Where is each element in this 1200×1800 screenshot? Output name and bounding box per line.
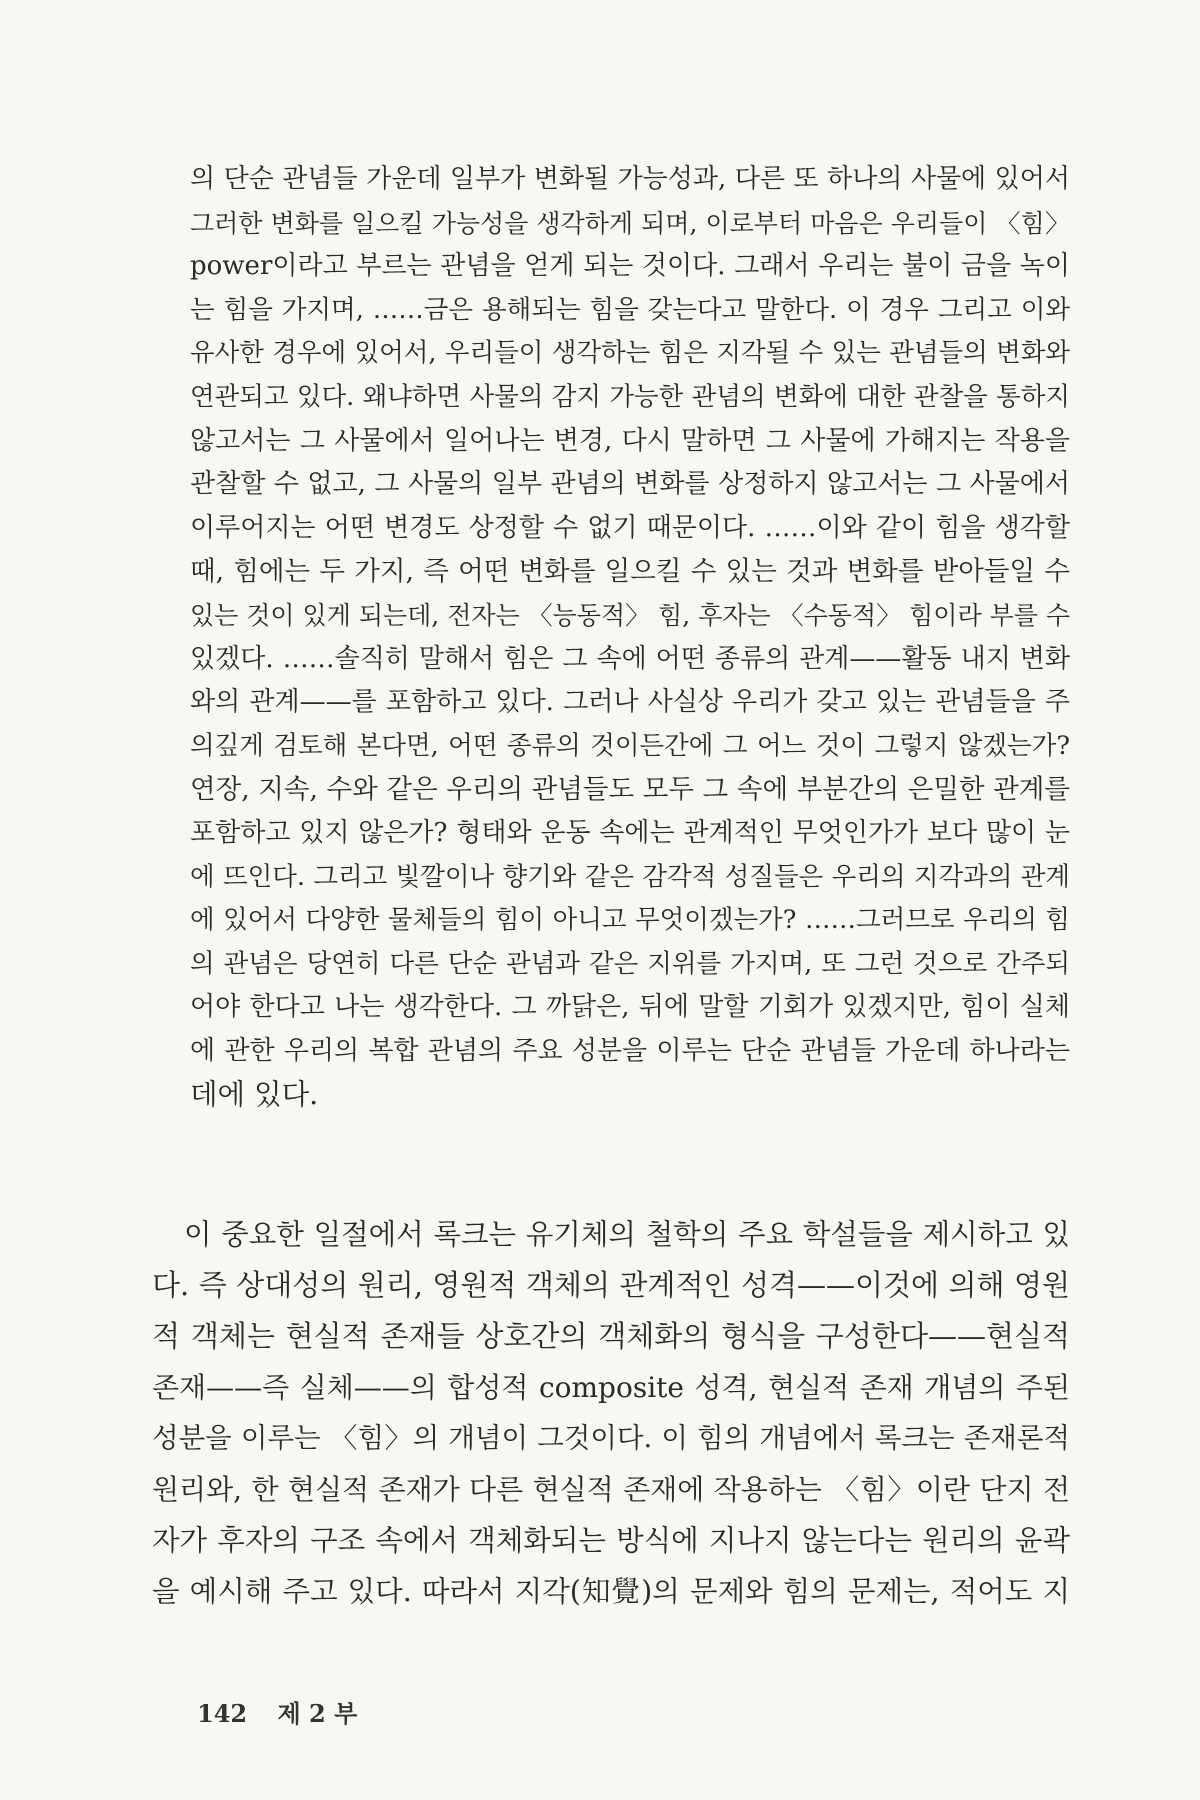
quote-line: power이라고 부르는 관념을 얻게 되는 것이다. 그래서 우리는 불이 금을 녹이 bbox=[190, 251, 1070, 282]
paragraph-line: 성분을 이루는 〈힘〉의 개념이 그것이다. 이 힘의 개념에서 록크는 존재론적 bbox=[152, 1422, 1070, 1454]
paragraph-line: 을 예시해 주고 있다. 따라서 지각(知覺)의 문제와 힘의 문제는, 적어도 지 bbox=[152, 1575, 1070, 1608]
page-footer bbox=[197, 1694, 357, 1729]
quote-line: 연장, 지속, 수와 같은 우리의 관념들도 모두 그 속에 부분간의 은밀한 관계를 bbox=[190, 774, 1070, 806]
quote-line: 않고서는 그 사물에서 일어나는 변경, 다시 말하면 그 사물에 가해지는 작용을 bbox=[190, 425, 1070, 456]
quote-line: 있겠다. ……솔직히 말해서 힘은 그 속에 어떤 종류의 관계——활동 내지 변화 bbox=[190, 643, 1070, 674]
block-quote bbox=[190, 158, 1070, 1117]
quote-line: 그러한 변화를 일으킬 가능성을 생각하게 되며, 이로부터 마음은 우리들이 〈힘〉 bbox=[190, 208, 1070, 238]
paragraph-line: 다. 즉 상대성의 원리, 영원적 객체의 관계적인 성격——이것에 의해 영원 bbox=[152, 1268, 1070, 1302]
body-paragraph bbox=[152, 1209, 1070, 1617]
quote-line: 연관되고 있다. 왜냐하면 사물의 감지 가능한 관념의 변화에 대한 관찰을 통하지 bbox=[190, 381, 1070, 412]
quote-line: 관찰할 수 없고, 그 사물의 일부 관념의 변화를 상정하지 않고서는 그 사물에서 bbox=[190, 469, 1070, 500]
quote-line: 의깊게 검토해 본다면, 어떤 종류의 것이든간에 그 어느 것이 그렇지 않겠는가? bbox=[190, 730, 1070, 761]
quote-line: 있는 것이 있게 되는데, 전자는 〈능동적〉 힘, 후자는 〈수동적〉 힘이라 부를 수 bbox=[190, 600, 1070, 630]
quote-line: 의 관념은 당연히 다른 단순 관념과 같은 지위를 가지며, 또 그런 것으로 간주되 bbox=[190, 948, 1070, 979]
quote-line: 는 힘을 가지며, ……금은 용해되는 힘을 갖는다고 말한다. 이 경우 그리고 이와 bbox=[190, 294, 1070, 325]
paragraph-line: 이 중요한 일절에서 록크는 유기체의 철학의 주요 학설들을 제시하고 있 bbox=[184, 1218, 1070, 1251]
quote-line: 의 단순 관념들 가운데 일부가 변화될 가능성과, 다른 또 하나의 사물에 있어서 bbox=[190, 164, 1070, 194]
quote-line: 포함하고 있지 않은가? 형태와 운동 속에는 관계적인 무엇인가가 보다 많이 눈 bbox=[190, 817, 1070, 848]
quote-line: 에 뜨인다. 그리고 빛깔이나 향기와 같은 감각적 성질들은 우리의 지각과의 관계 bbox=[190, 861, 1070, 892]
quote-line: 에 관한 우리의 복합 관념의 주요 성분을 이루는 단순 관념들 가운데 하나라는 bbox=[190, 1035, 1070, 1066]
quote-line: 이루어지는 어떤 변경도 상정할 수 없기 때문이다. ……이와 같이 힘을 생각할 bbox=[190, 512, 1070, 543]
page-number: 142 bbox=[197, 1699, 248, 1728]
paragraph-line: 존재——즉 실체——의 합성적 composite 성격, 현실적 존재 개념의 주된 bbox=[152, 1371, 1070, 1404]
paragraph-line: 원리와, 한 현실적 존재가 다른 현실적 존재에 작용하는 〈힘〉이란 단지 전 bbox=[152, 1473, 1070, 1506]
quote-line: 어야 한다고 나는 생각한다. 그 까닭은, 뒤에 말할 기회가 있겠지만, 힘이 실체 bbox=[190, 992, 1070, 1023]
quote-line: 와의 관계——를 포함하고 있다. 그러나 사실상 우리가 갖고 있는 관념들을 주 bbox=[190, 687, 1070, 718]
quote-line: 에 있어서 다양한 물체들의 힘이 아니고 무엇이겠는가? ……그러므로 우리의 힘 bbox=[190, 905, 1070, 936]
quote-line: 때, 힘에는 두 가지, 즉 어떤 변화를 일으킬 수 있는 것과 변화를 받아들일 수 bbox=[190, 556, 1070, 588]
part-label: 제 2 부 bbox=[277, 1699, 358, 1728]
paragraph-line: 자가 후자의 구조 속에서 객체화되는 방식에 지나지 않는다는 원리의 윤곽 bbox=[152, 1524, 1070, 1557]
quote-line: 유사한 경우에 있어서, 우리들이 생각하는 힘은 지각될 수 있는 관념들의 변화와 bbox=[190, 338, 1070, 369]
quote-line: 데에 있다. bbox=[190, 1078, 319, 1112]
paragraph-line: 적 객체는 현실적 존재들 상호간의 객체화의 형식을 구성한다——현실적 bbox=[152, 1319, 1070, 1353]
